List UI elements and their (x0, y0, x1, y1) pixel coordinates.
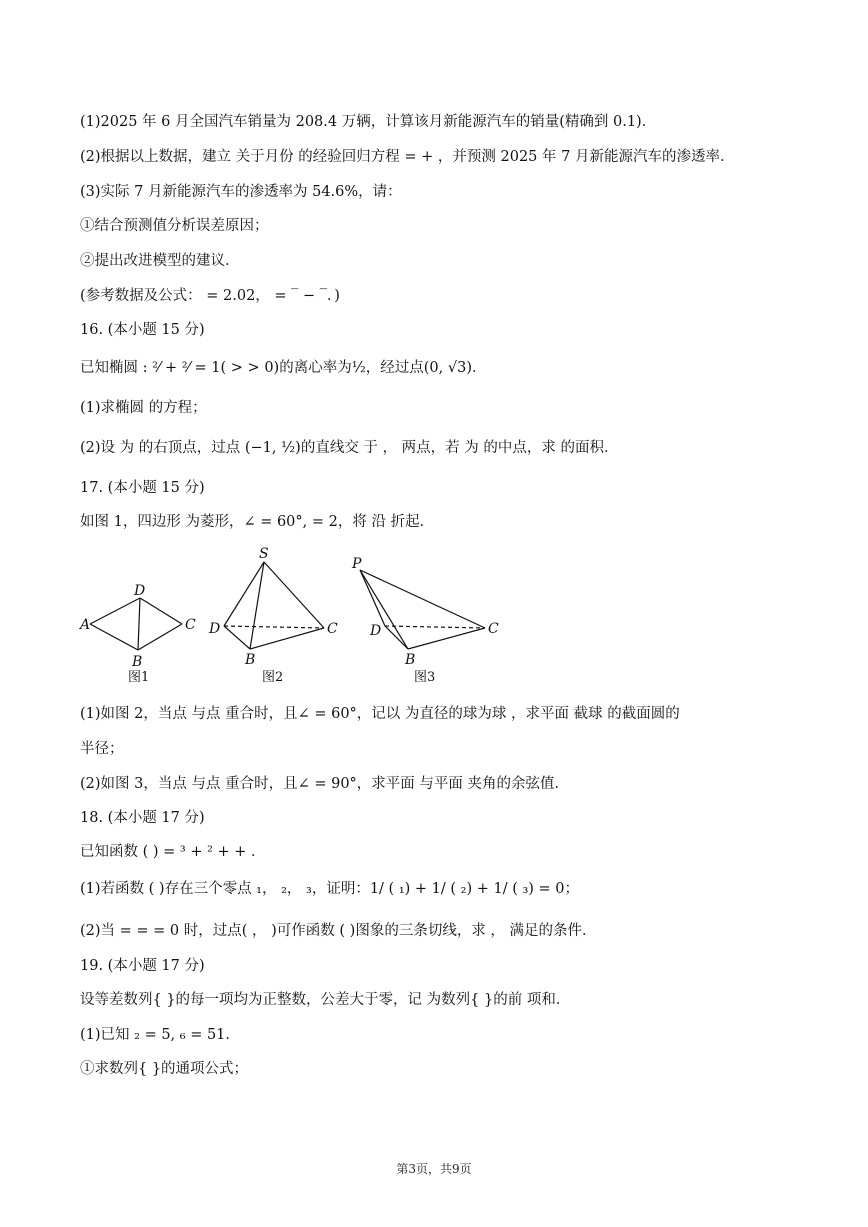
q15-part1: (1)2025 年 6 月全国汽车销量为 208.4 万辆，计算该月新能源汽车的销量(精确到 0.1)． (80, 114, 657, 130)
q18-heading: 18. (本小题 17 分) (80, 810, 205, 826)
fig1-label-a: A (80, 617, 91, 633)
q18-part2: (2)当 = = = 0 时，过点( ， )可作函数 ( )图象的三条切线，求 ， 满足的条件． (80, 923, 597, 939)
q18-stem: 已知函数 ( ) = ³ + ² + + ． (80, 844, 266, 860)
fig1-caption: 图1 (128, 670, 150, 685)
fig1-label-b: B (132, 654, 143, 670)
q18-part1: (1)若函数 ( )存在三个零点 ₁， ₂， ₃，证明：1/ ( ₁) + 1/ ( ₂) + 1/ ( ₃) = 0； (80, 881, 580, 897)
q16-heading: 16. (本小题 15 分) (80, 322, 205, 338)
q17-part2: (2)如图 3，当点 与点 重合时，且∠ = 90°，求平面 与平面 夹角的余弦值． (80, 776, 570, 792)
q17-figures (72, 540, 512, 690)
q17-part1-cont: 半径； (80, 741, 124, 757)
q15-part2: (2)根据以上数据，建立 关于月份 的经验回归方程 = + ，并预测 2025 年 7 月新能源汽车的渗透率． (80, 149, 735, 165)
page-footer: 第3页，共9页 (396, 1162, 472, 1176)
fig3-label-d: D (370, 623, 382, 639)
q15-part3-a: ①结合预测值分析误差原因； (80, 218, 269, 234)
q15-reference: (参考数据及公式： = 2.02， = ‾ − ‾．) (80, 288, 340, 304)
q19-part1-a: ①求数列{ }的通项公式； (80, 1061, 249, 1077)
q19-part1: (1)已知 ₂ = 5, ₆ = 51． (80, 1027, 240, 1043)
q15-part3-b: ②提出改进模型的建议． (80, 253, 240, 269)
fig2-label-b: B (245, 652, 256, 668)
fig2-caption: 图2 (262, 670, 284, 685)
q19-heading: 19. (本小题 17 分) (80, 958, 205, 974)
q17-heading: 17. (本小题 15 分) (80, 480, 205, 496)
q19-stem: 设等差数列{ }的每一项均为正整数，公差大于零，记 为数列{ }的前 项和． (80, 992, 571, 1008)
fig1-label-c: C (185, 617, 196, 633)
fig3-label-b: B (405, 652, 416, 668)
q16-stem: 已知椭圆 : ²⁄ + ²⁄ = 1( > > 0)的离心率为½，经过点(0, √3)． (80, 360, 487, 376)
fig2-label-d: D (209, 621, 221, 637)
fig1-label-d: D (134, 583, 146, 599)
q17-part1: (1)如图 2，当点 与点 重合时，且∠ = 60°，记以 为直径的球为球 ，求平面 截球 的截面圆的 (80, 706, 680, 722)
figure-2 (224, 562, 324, 649)
fig3-label-p: P (352, 556, 362, 572)
figure-1 (90, 598, 182, 650)
q16-part2: (2)设 为 的右顶点，过点 (−1, ½)的直线交 于 ， 两点，若 为 的中点，求 的面积． (80, 440, 619, 456)
fig3-caption: 图3 (414, 670, 436, 685)
fig2-label-s: S (259, 546, 269, 562)
fig3-label-c: C (488, 621, 499, 637)
q15-part3: (3)实际 7 月新能源汽车的渗透率为 54.6%，请： (80, 184, 402, 200)
fig2-label-c: C (327, 621, 338, 637)
q17-stem: 如图 1，四边形 为菱形，∠ = 60°, = 2，将 沿 折起． (80, 514, 435, 530)
q16-part1: (1)求椭圆 的方程； (80, 400, 207, 416)
